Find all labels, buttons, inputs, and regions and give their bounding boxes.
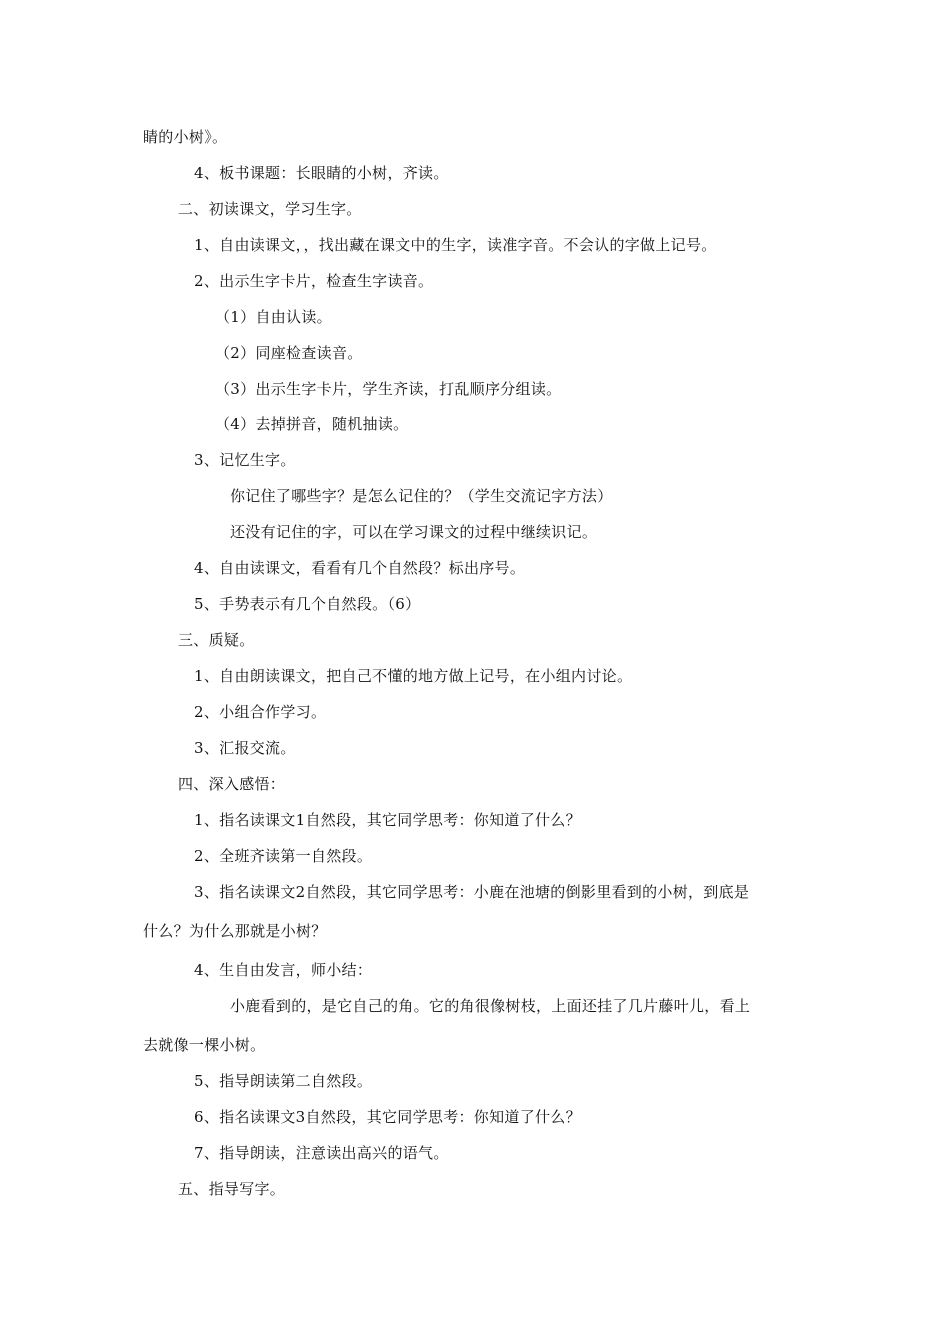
text-line: （1）自由认读。 [215, 308, 332, 326]
text-line: 5、指导朗读第二自然段。 [194, 1072, 373, 1090]
text-line: 小鹿看到的，是它自己的角。它的角很像树枝，上面还挂了几片藤叶儿，看上 [230, 997, 751, 1015]
text-line: 去就像一棵小树。 [143, 1036, 266, 1054]
text-line: 3、指名读课文2自然段，其它同学思考：小鹿在池塘的倒影里看到的小树，到底是 [194, 883, 750, 901]
text-line: 1、自由读课文，，找出藏在课文中的生字，读准字音。不会认的字做上记号。 [194, 236, 717, 254]
section-heading: 四、深入感悟： [178, 775, 286, 793]
text-line: 1、指名读课文1自然段，其它同学思考：你知道了什么？ [194, 811, 581, 829]
text-line: 6、指名读课文3自然段，其它同学思考：你知道了什么？ [194, 1108, 581, 1126]
section-heading: 三、质疑。 [178, 631, 255, 649]
text-line: 什么？为什么那就是小树？ [143, 922, 327, 940]
text-line: 4、生自由发言，师小结： [194, 961, 373, 979]
text-line: 睛的小树》。 [143, 128, 228, 146]
text-line: 5、手势表示有几个自然段。（6） [194, 595, 421, 613]
text-line: 你记住了哪些字？是怎么记住的？（学生交流记字方法） [230, 487, 613, 505]
text-line: 2、出示生字卡片，检查生字读音。 [194, 272, 434, 290]
text-line: 3、汇报交流。 [194, 739, 296, 757]
section-heading: 二、初读课文，学习生字。 [178, 200, 362, 218]
text-line: 4、板书课题：长眼睛的小树，齐读。 [194, 164, 449, 182]
text-line: 1、自由朗读课文，把自己不懂的地方做上记号，在小组内讨论。 [194, 667, 633, 685]
text-line: （3）出示生字卡片，学生齐读，打乱顺序分组读。 [215, 380, 562, 398]
text-line: 还没有记住的字，可以在学习课文的过程中继续识记。 [230, 523, 598, 541]
text-line: 2、全班齐读第一自然段。 [194, 847, 373, 865]
text-line: （2）同座检查读音。 [215, 344, 363, 362]
text-line: 2、小组合作学习。 [194, 703, 327, 721]
section-heading: 五、指导写字。 [178, 1180, 286, 1198]
text-line: 7、指导朗读，注意读出高兴的语气。 [194, 1144, 449, 1162]
text-line: 4、自由读课文，看看有几个自然段？标出序号。 [194, 559, 526, 577]
text-line: （4）去掉拼音，随机抽读。 [215, 415, 409, 433]
text-line: 3、记忆生字。 [194, 451, 296, 469]
